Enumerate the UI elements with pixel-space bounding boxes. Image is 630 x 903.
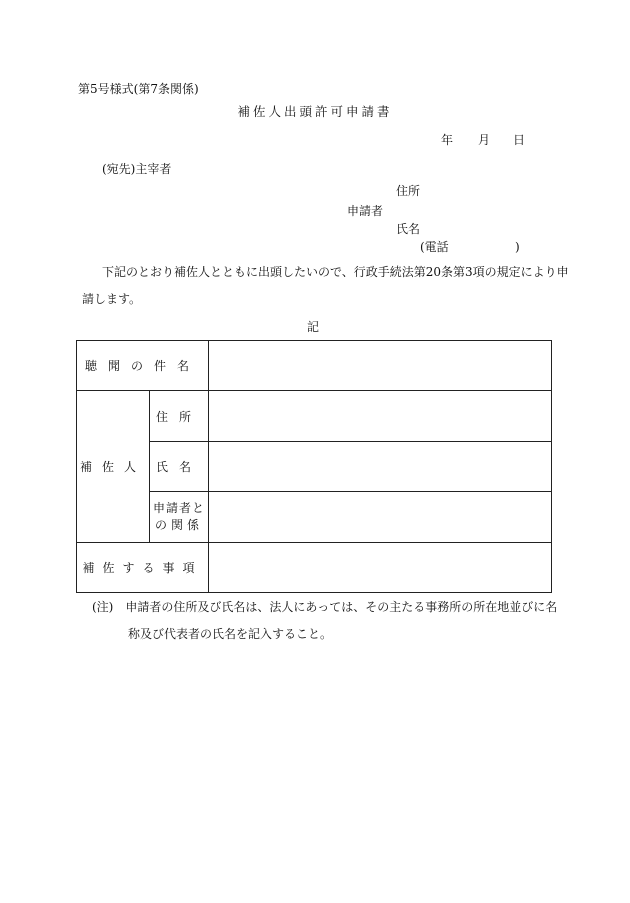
relation-label-line1: 申請者と — [153, 501, 206, 515]
applicant-address-label: 住所 — [396, 184, 421, 198]
phone-close-paren: ) — [515, 240, 520, 254]
assist-matters-field[interactable] — [209, 543, 552, 593]
relation-label — [150, 492, 209, 543]
date-month-label: 月 — [478, 133, 491, 147]
record-table — [76, 340, 552, 593]
assistant-address-label: 住所 — [150, 391, 209, 442]
hearing-subject-field[interactable] — [209, 341, 552, 391]
table-row-assistant-address — [77, 391, 552, 442]
table-row-hearing — [77, 341, 552, 391]
relation-label-line2: の関係 — [155, 518, 204, 532]
assistant-name-label: 氏名 — [150, 442, 209, 492]
note-line2: 称及び代表者の氏名を記入すること。 — [128, 627, 333, 641]
addressee: (宛先)主宰者 — [102, 162, 172, 176]
ki-heading: 記 — [307, 320, 320, 334]
assist-matters-label: 補佐する事項 — [77, 543, 209, 593]
relation-field[interactable] — [209, 492, 552, 543]
form-number: 第5号様式(第7条関係) — [78, 82, 199, 96]
date-year-label: 年 — [441, 133, 454, 147]
body-text-line2: 請します。 — [82, 292, 142, 306]
assistant-name-field[interactable] — [209, 442, 552, 492]
applicant-label: 申請者 — [347, 204, 384, 218]
document-title: 補佐人出頭許可申請書 — [237, 104, 393, 119]
note-line1: (注) 申請者の住所及び氏名は、法人にあっては、その主たる事務所の所在地並びに名 — [92, 600, 558, 614]
hearing-subject-label: 聴聞の件名 — [77, 341, 209, 391]
assistant-address-field[interactable] — [209, 391, 552, 442]
table-row-assist-matters — [77, 543, 552, 593]
assistant-label: 補佐人 — [77, 391, 150, 543]
phone-label: (電話 — [420, 240, 449, 254]
date-day-label: 日 — [513, 133, 526, 147]
body-text-line1: 下記のとおり補佐人とともに出頭したいので、行政手続法第20条第3項の規定により申 — [102, 265, 569, 279]
applicant-name-label: 氏名 — [396, 222, 421, 236]
